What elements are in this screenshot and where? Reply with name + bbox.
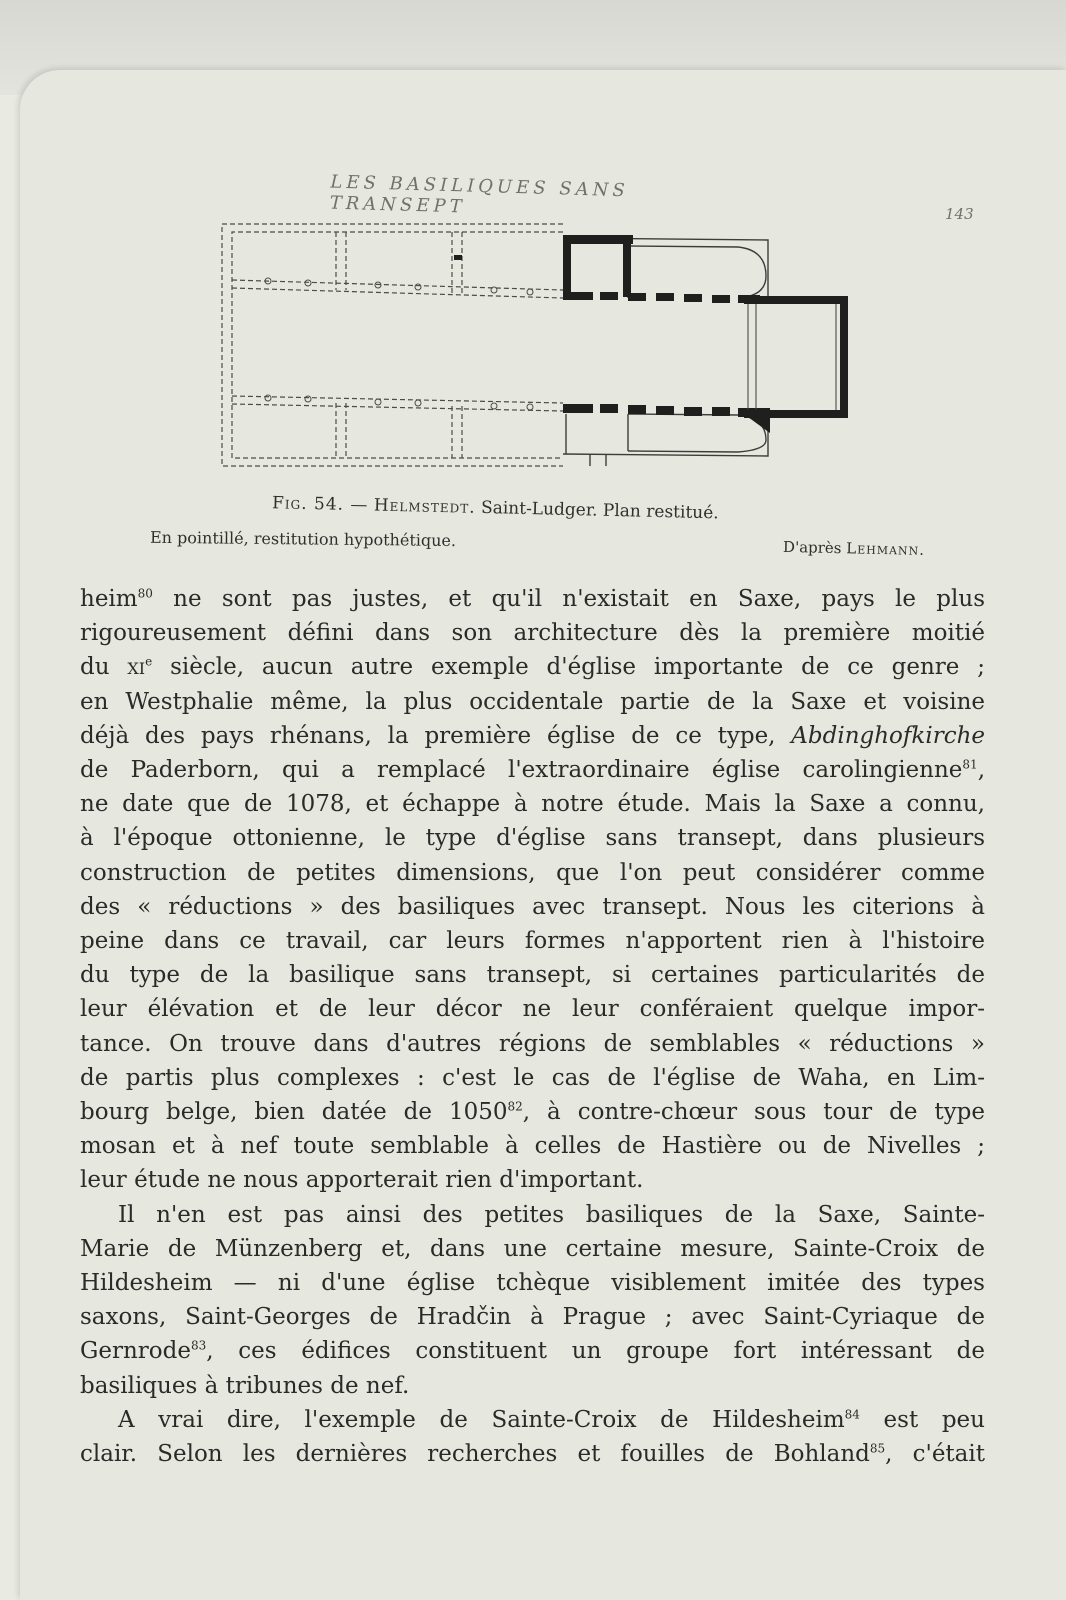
running-head: LES BASILIQUES SANS TRANSEPT bbox=[329, 171, 630, 218]
figure-number: Fig. 54. — bbox=[271, 493, 369, 516]
text-line: à l'époque ottonienne, le type d'église sans transept, dans plusieurs bbox=[80, 825, 985, 852]
text-line: clair. Selon les dernières recherches et fouilles de Bohland$^{85}$, c'était bbox=[80, 1441, 985, 1468]
text-line: du type de la basilique sans transept, si certaines particularités de bbox=[80, 962, 985, 989]
figure-description: Saint-Ludger. Plan restitué. bbox=[480, 497, 719, 524]
pier-markers bbox=[265, 278, 533, 410]
east-outline bbox=[563, 238, 768, 466]
text-line: rigoureusement défini dans son architecture dès la première moitié bbox=[80, 620, 985, 647]
source-name: Lehmann. bbox=[846, 539, 926, 559]
source-prefix: D'après bbox=[782, 537, 842, 558]
text-line: Hildesheim — ni d'une église tchèque visiblement imitée des types bbox=[80, 1270, 985, 1297]
solid-walls bbox=[454, 235, 848, 433]
body-text bbox=[80, 582, 985, 1471]
text-line: des « réductions » des basiliques avec transept. Nous les citerions à bbox=[80, 893, 985, 920]
text-line: leur étude ne nous apporterait rien d'important. bbox=[80, 1167, 644, 1194]
text-line: Marie de Münzenberg et, dans une certaine mesure, Sainte-Croix de bbox=[80, 1235, 985, 1262]
hypothetical-outline bbox=[222, 224, 563, 466]
text-line: déjà des pays rhénans, la première église de ce type, Abdinghofkirche bbox=[80, 722, 985, 749]
text-line: Il n'en est pas ainsi des petites basiliques de la Saxe, Sainte- bbox=[118, 1201, 985, 1228]
figure-note: En pointillé, restitution hypothétique. bbox=[149, 527, 457, 551]
text-line: tance. On trouve dans d'autres régions de semblables « réductions » bbox=[80, 1030, 985, 1057]
text-line: mosan et à nef toute semblable à celles de Hastière ou de Nivelles ; bbox=[80, 1133, 985, 1160]
text-line: basiliques à tribunes de nef. bbox=[80, 1372, 410, 1399]
text-line: du $xi^e$ siècle, aucun autre exemple d'église importante de ce genre ; bbox=[80, 654, 985, 681]
page-number: 143 bbox=[945, 205, 974, 223]
text-line: peine dans ce travail, car leurs formes n'apportent rien à l'histoire bbox=[80, 928, 985, 955]
text-line: ne date que de 1078, et échappe à notre étude. Mais la Saxe a connu, bbox=[80, 791, 985, 818]
text-line: leur élévation et de leur décor ne leur conféraient quelque impor- bbox=[80, 996, 985, 1023]
text-line: de partis plus complexes : c'est le cas de l'église de Waha, en Lim- bbox=[80, 1064, 985, 1091]
text-line: Gernrode$^{83}$, ces édifices constituent un groupe fort intéressant de bbox=[80, 1338, 985, 1365]
text-line: A vrai dire, l'exemple de Sainte-Croix de Hildesheim$^{84}$ est peu bbox=[118, 1406, 985, 1433]
text-line: construction de petites dimensions, que l'on peut considérer comme bbox=[80, 859, 985, 886]
figure-place: Helmstedt. bbox=[373, 495, 476, 518]
text-line: de Paderborn, qui a remplacé l'extraordinaire église carolingienne$^{81}$, bbox=[80, 757, 985, 784]
text-line: saxons, Saint-Georges de Hradčin à Prague ; avec Saint-Cyriaque de bbox=[80, 1304, 985, 1331]
text-line: bourg belge, bien datée de 1050$^{82}$, à contre-chœur sous tour de type bbox=[80, 1099, 985, 1126]
church-floor-plan bbox=[218, 218, 868, 488]
tower-inner bbox=[748, 304, 836, 410]
text-line: heim$^{80}$ ne sont pas justes, et qu'il n'existait en Saxe, pays le plus bbox=[80, 586, 985, 612]
text-line: en Westphalie même, la plus occidentale partie de la Saxe et voisine bbox=[80, 688, 985, 715]
